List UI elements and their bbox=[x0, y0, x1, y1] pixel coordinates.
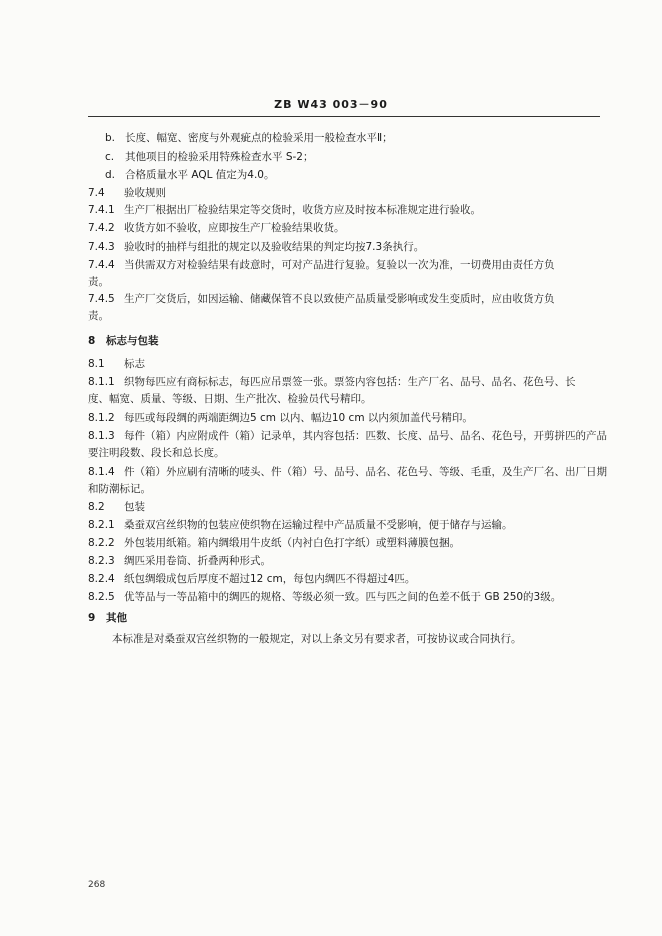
text-line-c bbox=[105, 150, 313, 164]
text-line-s813b bbox=[88, 446, 225, 460]
clause-text: 和防潮标记。 bbox=[88, 483, 151, 495]
text-line-s824 bbox=[88, 572, 415, 586]
text-line-s744b bbox=[88, 275, 109, 289]
clause-number: 8.2.2 bbox=[88, 537, 115, 549]
clause-number: c. bbox=[105, 151, 115, 163]
clause-text: 责。 bbox=[88, 276, 109, 288]
clause-number: 7.4.1 bbox=[88, 204, 115, 216]
text-line-s81 bbox=[88, 357, 145, 371]
clause-text: 桑蚕双宫丝织物的包装应使织物在运输过程中产品质量不受影响，便于储存与运输。 bbox=[124, 519, 513, 531]
page-number: 268 bbox=[88, 880, 106, 890]
clause-text: 外包装用纸箱。箱内绸缎用牛皮纸（内衬白色打字纸）或塑料薄膜包捆。 bbox=[124, 537, 460, 549]
text-line-s745b bbox=[88, 309, 109, 323]
text-line-s812 bbox=[88, 411, 473, 425]
clause-text: 本标准是对桑蚕双宫丝织物的一般规定，对以上条文另有要求者，可按协议或合同执行。 bbox=[112, 633, 522, 645]
standard-code: ZB W43 003－90 bbox=[274, 98, 388, 111]
text-line-s811b bbox=[88, 392, 372, 406]
clause-text: 生产厂根据出厂检验结果定等交货时，收货方应及时按本标准规定进行验收。 bbox=[124, 204, 481, 216]
clause-text: 生产厂交货后，如因运输、储藏保管不良以致使产品质量受影响或发生变质时，应由收货方负 bbox=[124, 293, 555, 305]
text-line-s814b bbox=[88, 482, 151, 496]
text-line-s744a bbox=[88, 258, 555, 272]
clause-text: 要注明段数、段长和总长度。 bbox=[88, 447, 225, 459]
clause-number: 8.2.4 bbox=[88, 573, 115, 585]
clause-text: 每件（箱）内应附成件（箱）记录单，其内容包括：匹数、长度、品号、品名、花色号，开剪拼匹的产品 bbox=[124, 430, 607, 442]
text-line-b bbox=[105, 131, 393, 145]
text-line-s822 bbox=[88, 536, 460, 550]
clause-text: 验收规则 bbox=[124, 187, 166, 199]
clause-number: 8.2.1 bbox=[88, 519, 115, 531]
text-line-s811a bbox=[88, 375, 576, 389]
text-line-d bbox=[105, 168, 275, 182]
text-line-p9 bbox=[112, 632, 522, 646]
clause-text: 当供需双方对检验结果有歧意时，可对产品进行复验。复验以一次为准，一切费用由责任方负 bbox=[124, 259, 555, 271]
clause-number: 8.2.3 bbox=[88, 555, 115, 567]
clause-text: 其他 bbox=[106, 612, 127, 624]
clause-text: 标志 bbox=[124, 358, 145, 370]
clause-number: 8.2 bbox=[88, 501, 105, 513]
clause-number: 7.4.3 bbox=[88, 241, 115, 253]
clause-text: 长度、幅宽、密度与外观疵点的检验采用一般检查水平Ⅱ； bbox=[125, 132, 393, 144]
text-line-s743 bbox=[88, 240, 424, 254]
text-line-s745a bbox=[88, 292, 555, 306]
clause-number: b. bbox=[105, 132, 116, 144]
clause-text: 纸包绸缎成包后厚度不超过12 cm，每包内绸匹不得超过4匹。 bbox=[124, 573, 416, 585]
clause-number: 8.1.1 bbox=[88, 376, 115, 388]
clause-number: 7.4.5 bbox=[88, 293, 115, 305]
text-line-s814a bbox=[88, 465, 607, 479]
text-line-s821 bbox=[88, 518, 513, 532]
text-line-s74 bbox=[88, 186, 166, 200]
text-line-s9 bbox=[88, 611, 127, 625]
clause-text: 标志与包装 bbox=[106, 335, 159, 347]
text-line-s741 bbox=[88, 203, 481, 217]
clause-text: 绸匹采用卷筒、折叠两种形式。 bbox=[124, 555, 271, 567]
clause-number: 7.4.4 bbox=[88, 259, 115, 271]
clause-number: 8.1.3 bbox=[88, 430, 115, 442]
clause-text: 每匹或每段绸的两端距绸边5 cm 以内、幅边10 cm 以内须加盖代号精印。 bbox=[124, 412, 473, 424]
clause-text: 优等品与一等品箱中的绸匹的规格、等级必须一致。匹与匹之间的色差不低于 GB 250的3级。 bbox=[124, 591, 562, 603]
text-line-s813a bbox=[88, 429, 607, 443]
text-line-s82 bbox=[88, 500, 145, 514]
clause-number: 7.4 bbox=[88, 187, 105, 199]
text-line-s742 bbox=[88, 221, 345, 235]
clause-text: 验收时的抽样与组批的规定以及验收结果的判定均按7.3条执行。 bbox=[124, 241, 425, 253]
clause-number: 8.1.2 bbox=[88, 412, 115, 424]
clause-number: 7.4.2 bbox=[88, 222, 115, 234]
clause-text: 度、幅宽、质量、等级、日期、生产批次、检验员代号精印。 bbox=[88, 393, 372, 405]
clause-number: 8 bbox=[88, 335, 96, 347]
text-line-s825 bbox=[88, 590, 561, 604]
clause-text: 收货方如不验收，应即按生产厂检验结果收货。 bbox=[124, 222, 345, 234]
clause-text: 包装 bbox=[124, 501, 145, 513]
clause-text: 织物每匹应有商标标志，每匹应吊票签一张。票签内容包括：生产厂名、品号、品名、花色号、长 bbox=[124, 376, 576, 388]
clause-text: 件（箱）外应刷有清晰的唛头、件（箱）号、品号、品名、花色号、等级、毛重，及生产厂名、出厂日期 bbox=[124, 466, 607, 478]
clause-number: 9 bbox=[88, 612, 96, 624]
clause-number: 8.1 bbox=[88, 358, 105, 370]
clause-number: 8.1.4 bbox=[88, 466, 115, 478]
header-rule bbox=[88, 116, 600, 117]
clause-number: 8.2.5 bbox=[88, 591, 115, 603]
text-line-s8 bbox=[88, 334, 159, 348]
clause-text: 责。 bbox=[88, 310, 109, 322]
clause-number: d. bbox=[105, 169, 116, 181]
text-line-s823 bbox=[88, 554, 271, 568]
clause-text: 合格质量水平 AQL 值定为4.0。 bbox=[125, 169, 275, 181]
clause-text: 其他项目的检验采用特殊检查水平 S-2； bbox=[125, 151, 314, 163]
